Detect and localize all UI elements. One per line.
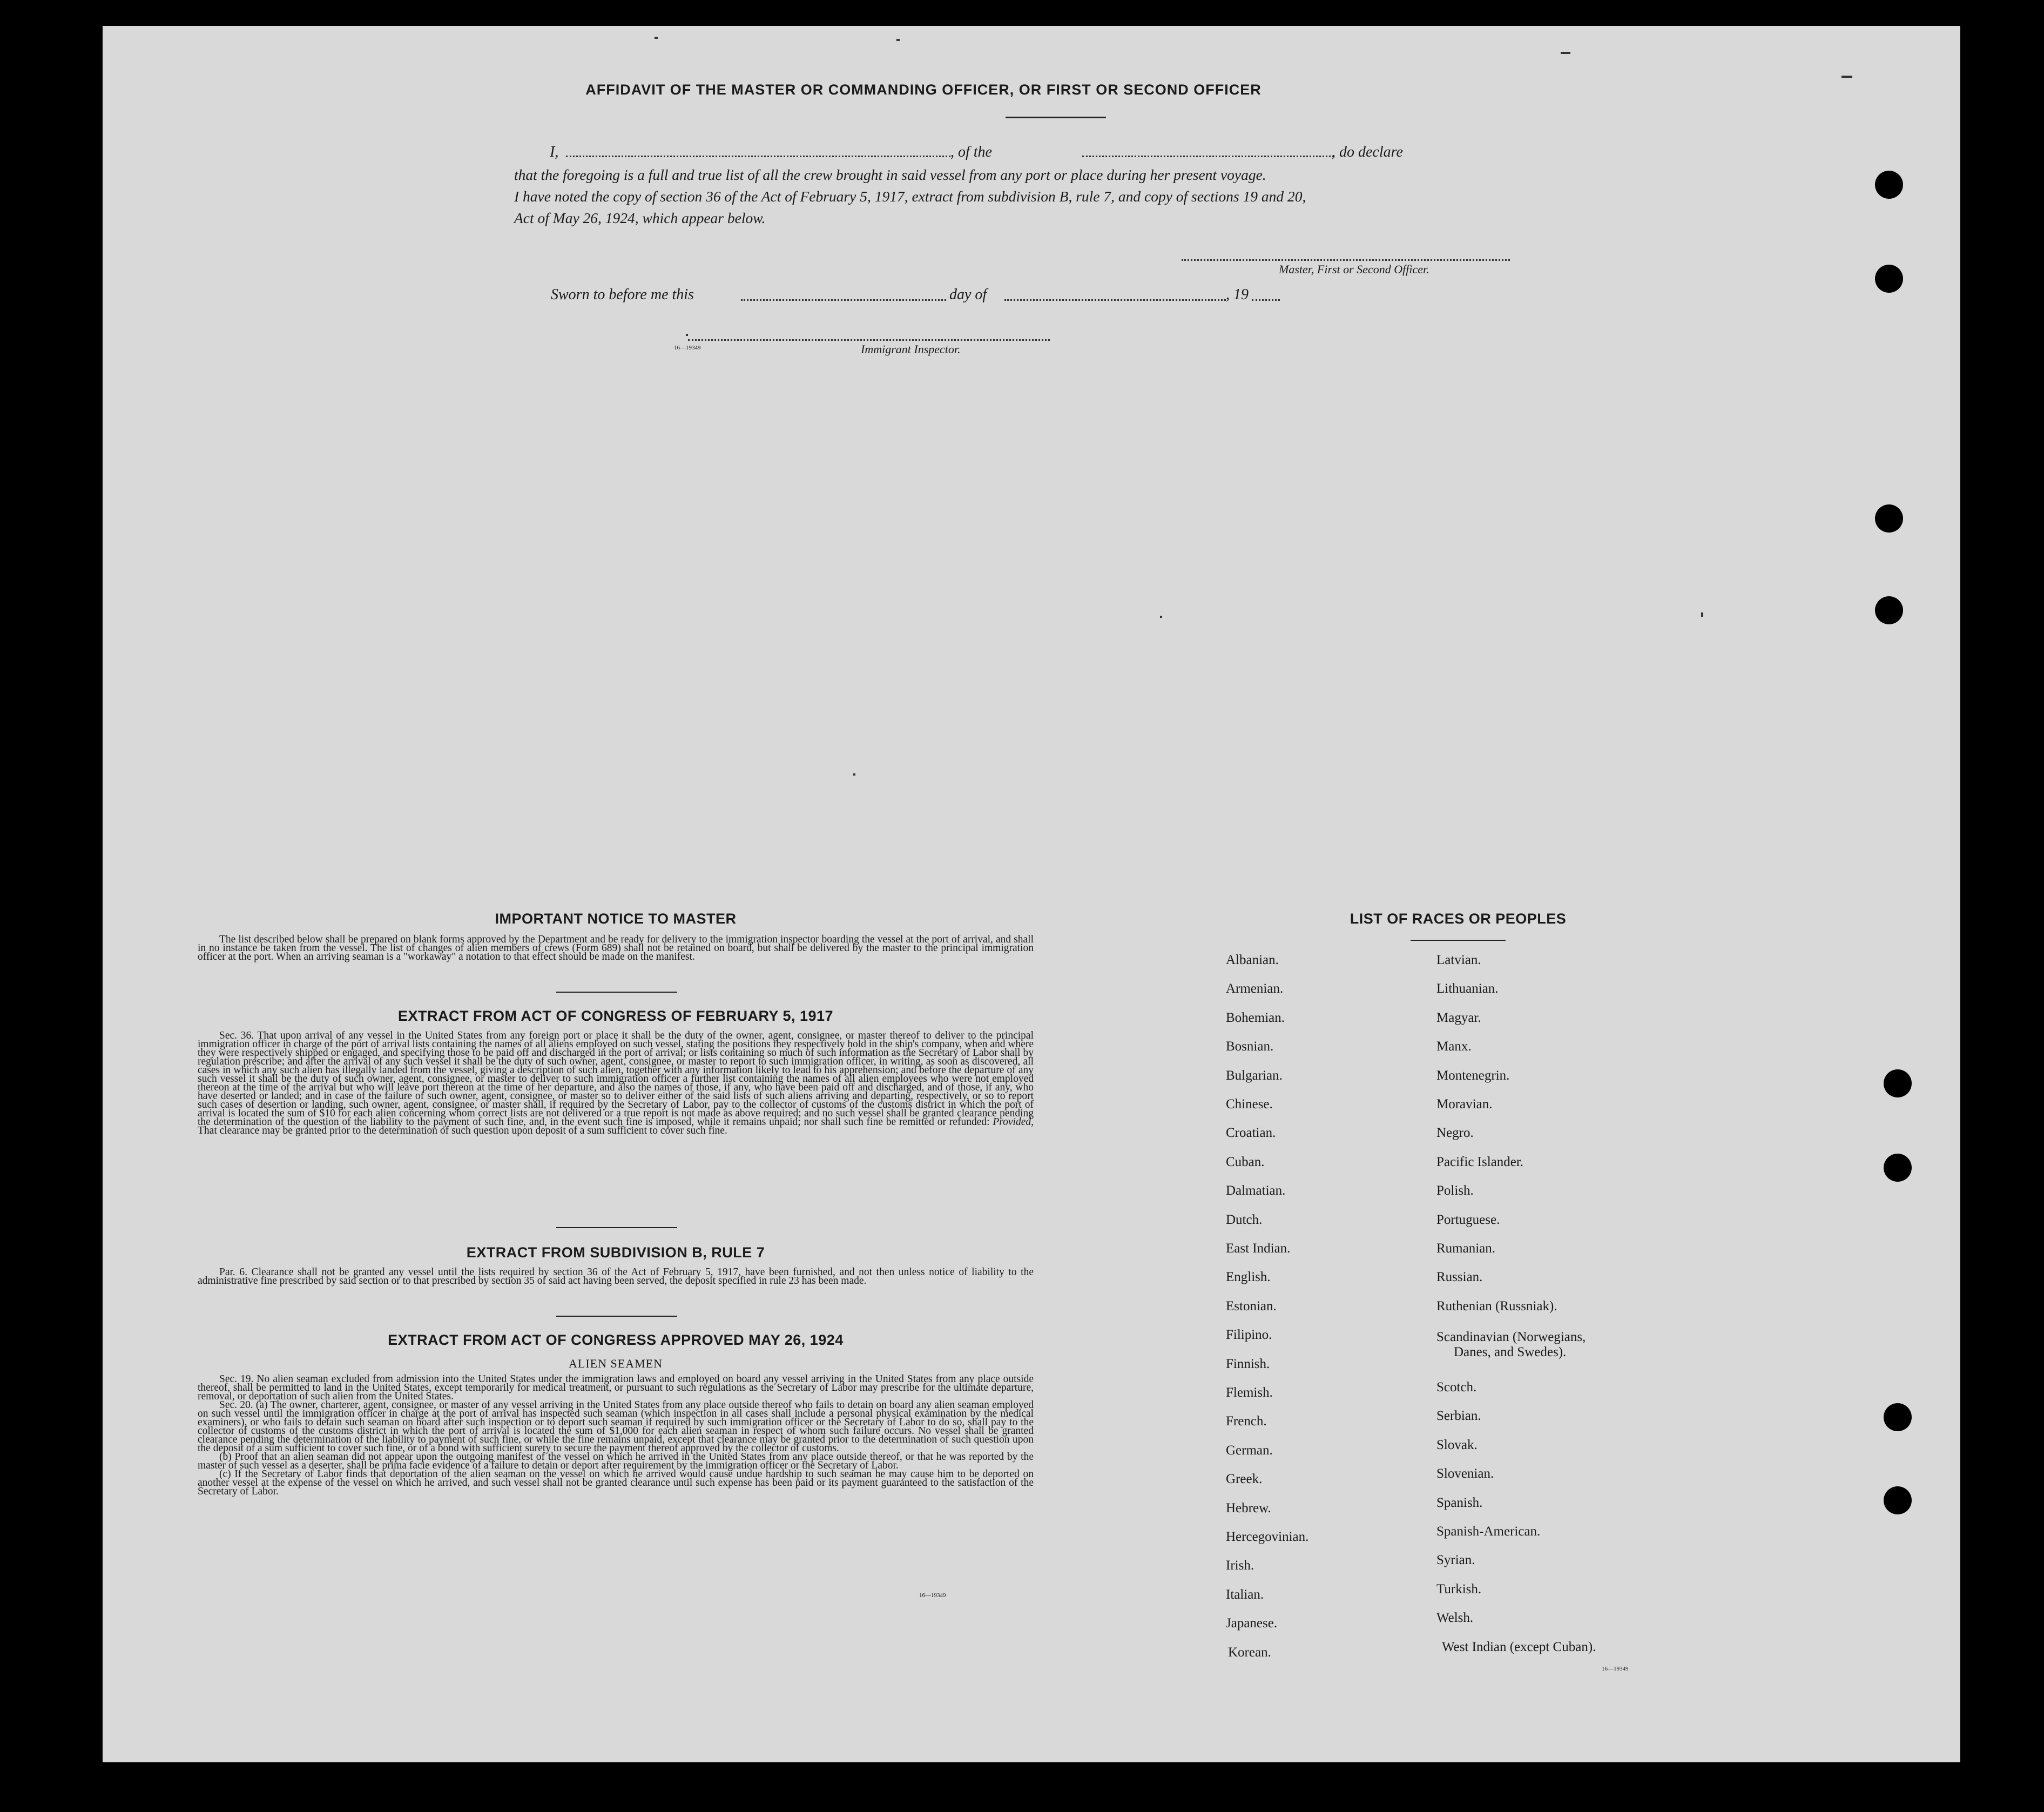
race-item: Scotch. [1436,1380,1477,1395]
scan-speck [1701,612,1703,617]
scan-speck [853,773,855,776]
race-item: Cuban. [1226,1154,1265,1169]
sworn-year-blank[interactable] [1252,299,1280,301]
vessel-blank[interactable] [1082,156,1334,157]
race-item: Spanish-American. [1436,1524,1541,1539]
punch-hole [1884,1403,1912,1431]
rule-7-text: Par. 6. Clearance shall not be granted any vessel until the lists required by section 36 of the Act of February 5, 1917, have been furnished, and not then unless notice of liability to the administrative fine prescribed by said section or to that prescribed by section 35 of said act having been served, the deposit specified in rule 23 has been made. [198,1267,1034,1286]
document-page [103,26,1960,1762]
affidavit-line-4: Act of May 26, 1924, which appear below. [514,210,766,226]
title-divider [1006,117,1106,118]
race-item: Danes, and Swedes). [1454,1345,1567,1360]
race-item: Ruthenian (Russniak). [1436,1298,1557,1313]
race-item: Irish. [1226,1558,1254,1573]
affidavit-i: I, [550,144,559,160]
race-item: Armenian. [1226,981,1284,996]
race-item: Latvian. [1436,953,1481,967]
act-1917-divider [556,1227,677,1228]
race-item: Hebrew. [1226,1500,1271,1515]
race-item: Croatian. [1226,1126,1276,1141]
alien-seamen-subtitle: ALIEN SEAMEN [569,1357,663,1370]
race-item: Lithuanian. [1436,981,1499,996]
race-item: Hercegovinian. [1226,1530,1309,1544]
race-item: Portuguese. [1436,1212,1500,1227]
race-item: Russian. [1436,1270,1483,1285]
sec-36-text: That upon arrival of any vessel in the United States from any foreign port or place it shall be the duty of the owner, agent, consignee, or master thereof to deliver to the principal immigration officer in charge of the port of arrival lists containing the names of all aliens employed on such vessel, stating the positions they respectively hold in the ship's company, when and where they were respectively shipped or engaged, and specifying those to be paid off and discharged in the port of arrival; or lists containing so much of such information as the Secretary of Labor shall by regulation prescribe; and after the arrival of any such vessel it shall be the duty of such owner, agent, consignee, or master to report to such immigration officer, in writing, as soon as discovered, all cases in which any such alien has illegally landed from the vessel, giving a description of such alien, together with any information likely to lead to his apprehension; and before the departure of any such vessel it shall be the duty of such owner, agent, consignee, or master to deliver to such immigration officer a further list containing the names of all alien employees who were not employed thereon at the time of the arrival but who will leave port thereon at the time of her departure, and also the names of those, if any, who have been paid off and discharged, and of those, if any, who have deserted or landed; and in case of the failure of such owner, agent, consignee, or master so to deliver either of the said lists of such aliens arriving and departing, respectively, or so to report such cases of desertion or landing, such owner, agent, consignee, or master shall, if required by the Secretary of Labor, pay to the collector of customs of the customs district in which the port of arrival is located the sum of $10 for each alien concerning whom correct lists are not delivered or a true report is not made as above required; and no such vessel shall be granted clearance pending the determination of the question of the liability to the payment of such fine, and, in the event such fine is imposed, while it remains unpaid; nor shall such fine be remitted or refunded: [198,1030,1034,1128]
race-item: Montenegrin. [1436,1068,1510,1083]
race-item: Welsh. [1436,1611,1474,1626]
inspector-signature-blank[interactable] [688,339,1050,341]
act-1917-body [198,1032,1034,1135]
race-item: Slovak. [1436,1437,1478,1452]
affidavit-form-number: 16—19349 [674,345,701,351]
race-item: Italian. [1226,1587,1264,1602]
scan-speck [655,37,658,39]
punch-hole [1875,504,1903,533]
affidavit-line-3: I have noted the copy of section 36 of the Act of February 5, 1917, extract from subdivision B, rule 7, and copy of sections 19 and 20, [514,188,1306,205]
race-item: Filipino. [1226,1328,1272,1343]
race-item: Serbian. [1436,1409,1481,1424]
signature-blank[interactable] [1182,259,1510,261]
sec-20c-text: (c) If the Secretary of Labor finds that deportation of the alien seaman on the vessel on which he arrived would cause undue hardship to such seaman he may cause him to be deported on another vessel at the expense of the vessel on which he arrived, and such vessel shall not be granted clearance until such expense has been paid or its payment guaranteed to the satisfaction of the Secretary of Labor. [198,1469,1034,1497]
race-item: Estonian. [1226,1298,1277,1313]
race-item: English. [1226,1270,1271,1285]
races-divider [1411,940,1506,941]
sec-19-text: Sec. 19. No alien seaman excluded from admission into the United States under the immigration laws and employed on board any vessel arriving in the United States from any place outside thereof, shall be permitted to land in the United States, except temporarily for medical treatment, or pursuant to such regulations as the Secretary of Labor may prescribe for the ultimate departure, removal, or deportation of such alien from the United States. [198,1373,1034,1402]
notice-text: The list described below shall be prepared on blank forms approved by the Department and be ready for delivery to the immigration inspector boarding the vessel at the port of arrival, and shall in no instance be taken from the vessel. The list of changes of alien members of crews (Form 689) shall not be retained on board, but shall be delivered by the master to the principal immigration officer at the port. When an arriving seaman is a "workaway" a notation to that effect should be made on the manifest. [198,934,1034,962]
act-1924-title: EXTRACT FROM ACT OF CONGRESS APPROVED MAY 26, 1924 [388,1332,844,1348]
affidavit-title: AFFIDAVIT OF THE MASTER OR COMMANDING OFFICER, OR FIRST OR SECOND OFFICER [585,82,1262,98]
race-item: Bosnian. [1226,1039,1274,1054]
notice-title: IMPORTANT NOTICE TO MASTER [495,911,737,927]
race-item: Greek. [1226,1472,1263,1487]
act-1924-body [198,1375,1034,1496]
scan-speck [1160,616,1162,618]
punch-hole [1884,1069,1912,1097]
affidavit-line-2: that the foregoing is a full and true list of all the crew brought in said vessel from any port or place during her present voyage. [514,166,1266,183]
race-item: Flemish. [1226,1385,1273,1400]
race-item: Pacific Islander. [1436,1154,1524,1169]
punch-hole [1884,1486,1912,1514]
punch-hole [1875,596,1903,624]
sworn-day-of: day of [949,286,987,303]
sworn-month-blank[interactable] [1004,299,1226,301]
race-item: Manx. [1436,1039,1472,1054]
rule-7-body [198,1268,1034,1285]
race-item: Scandinavian (Norwegians, [1436,1330,1586,1345]
notice-body [198,935,1034,961]
affidavit-of-the: , of the [950,144,992,160]
provided-word: Provided, [993,1116,1034,1128]
race-item: Korean. [1228,1645,1271,1660]
race-item: German. [1226,1443,1273,1458]
race-item: Slovenian. [1436,1466,1494,1481]
race-item: Spanish. [1436,1495,1483,1510]
race-item: Dalmatian. [1226,1183,1286,1198]
race-item: Rumanian. [1436,1241,1496,1256]
race-item: Turkish. [1436,1581,1482,1597]
race-item: Chinese. [1226,1097,1273,1112]
race-item: French. [1226,1414,1267,1429]
race-item: Albanian. [1226,953,1279,967]
punch-hole [1875,171,1903,199]
race-item: Bohemian. [1226,1010,1285,1025]
scan-speck [1561,52,1570,54]
race-item: Negro. [1436,1126,1474,1141]
sworn-prefix: Sworn to before me this [551,286,694,303]
scan-speck [686,334,688,336]
races-title: LIST OF RACES OR PEOPLES [1350,911,1567,927]
inspector-label: Immigrant Inspector. [861,342,961,356]
race-item: East Indian. [1226,1241,1291,1256]
act-1917-title: EXTRACT FROM ACT OF CONGRESS OF FEBRUARY 5, 1917 [397,1008,834,1024]
act-1924-form-number: 16—19349 [919,1592,946,1599]
race-item: Magyar. [1436,1010,1481,1025]
rule-7-title: EXTRACT FROM SUBDIVISION B, RULE 7 [466,1244,765,1261]
race-item: West Indian (except Cuban). [1442,1639,1596,1654]
race-item: Dutch. [1226,1212,1263,1227]
sec-36-text-end: That clearance may be granted prior to the determination of such question upon deposit of a sum sufficient to cover such fine. [198,1125,727,1136]
punch-hole [1875,265,1903,293]
signature-label: Master, First or Second Officer. [1279,262,1429,276]
race-item: Moravian. [1436,1097,1493,1112]
race-item: Bulgarian. [1226,1068,1283,1083]
scan-speck [896,39,900,41]
scan-speck [1841,76,1852,78]
sec-20b-text: (b) Proof that an alien seaman did not appear upon the outgoing manifest of the vessel on which he arrived in the United States from any place outside thereof, or that he was reported by the master of such vessel as a deserter, shall be prima facie evidence of a failure to detain or deport after requirement by the immigration officer or the Secretary of Labor. [198,1451,1034,1471]
race-item: Japanese. [1226,1616,1278,1631]
punch-hole [1884,1154,1912,1182]
races-form-number: 16—19349 [1602,1666,1629,1672]
sworn-date-blank[interactable] [741,299,946,301]
sec-20a-text: Sec. 20. (a) The owner, charterer, agent, consignee, or master of any vessel arriving in the United States from any place outside thereof who fails to detain on board any alien seaman employed on such vessel until the immigration officer in charge at the port of arrival has inspected such seaman (which inspection in all cases shall include a personal physical examination by the medical examiners), or who fails to detain such seaman on board after such inspection or to deport such seaman if required by such immigration officer or the Secretary of Labor to do so, shall pay to the collector of customs of the customs district in which the port of arrival is located the sum of $1,000 for each alien seaman in respect of whom such failure occurs. No vessel shall be granted clearance pending the determination of the liability to payment of such fine, or while the fine remains unpaid, except that clearance may be granted prior to the determination of such question upon the deposit of a sum sufficient to cover such fine, or of a bond with sufficient surety to secure the payment thereof approved by the collector of customs. [198,1399,1034,1454]
rule-7-divider [556,1316,677,1317]
name-blank[interactable] [566,156,950,157]
sworn-year: , 19 [1226,286,1249,303]
affidavit-declare: , do declare [1332,144,1403,160]
race-item: Polish. [1436,1183,1474,1198]
notice-divider [556,992,677,993]
race-item: Finnish. [1226,1356,1270,1371]
race-item: Syrian. [1436,1553,1475,1568]
sec-36-label: Sec. 36. [219,1030,254,1041]
